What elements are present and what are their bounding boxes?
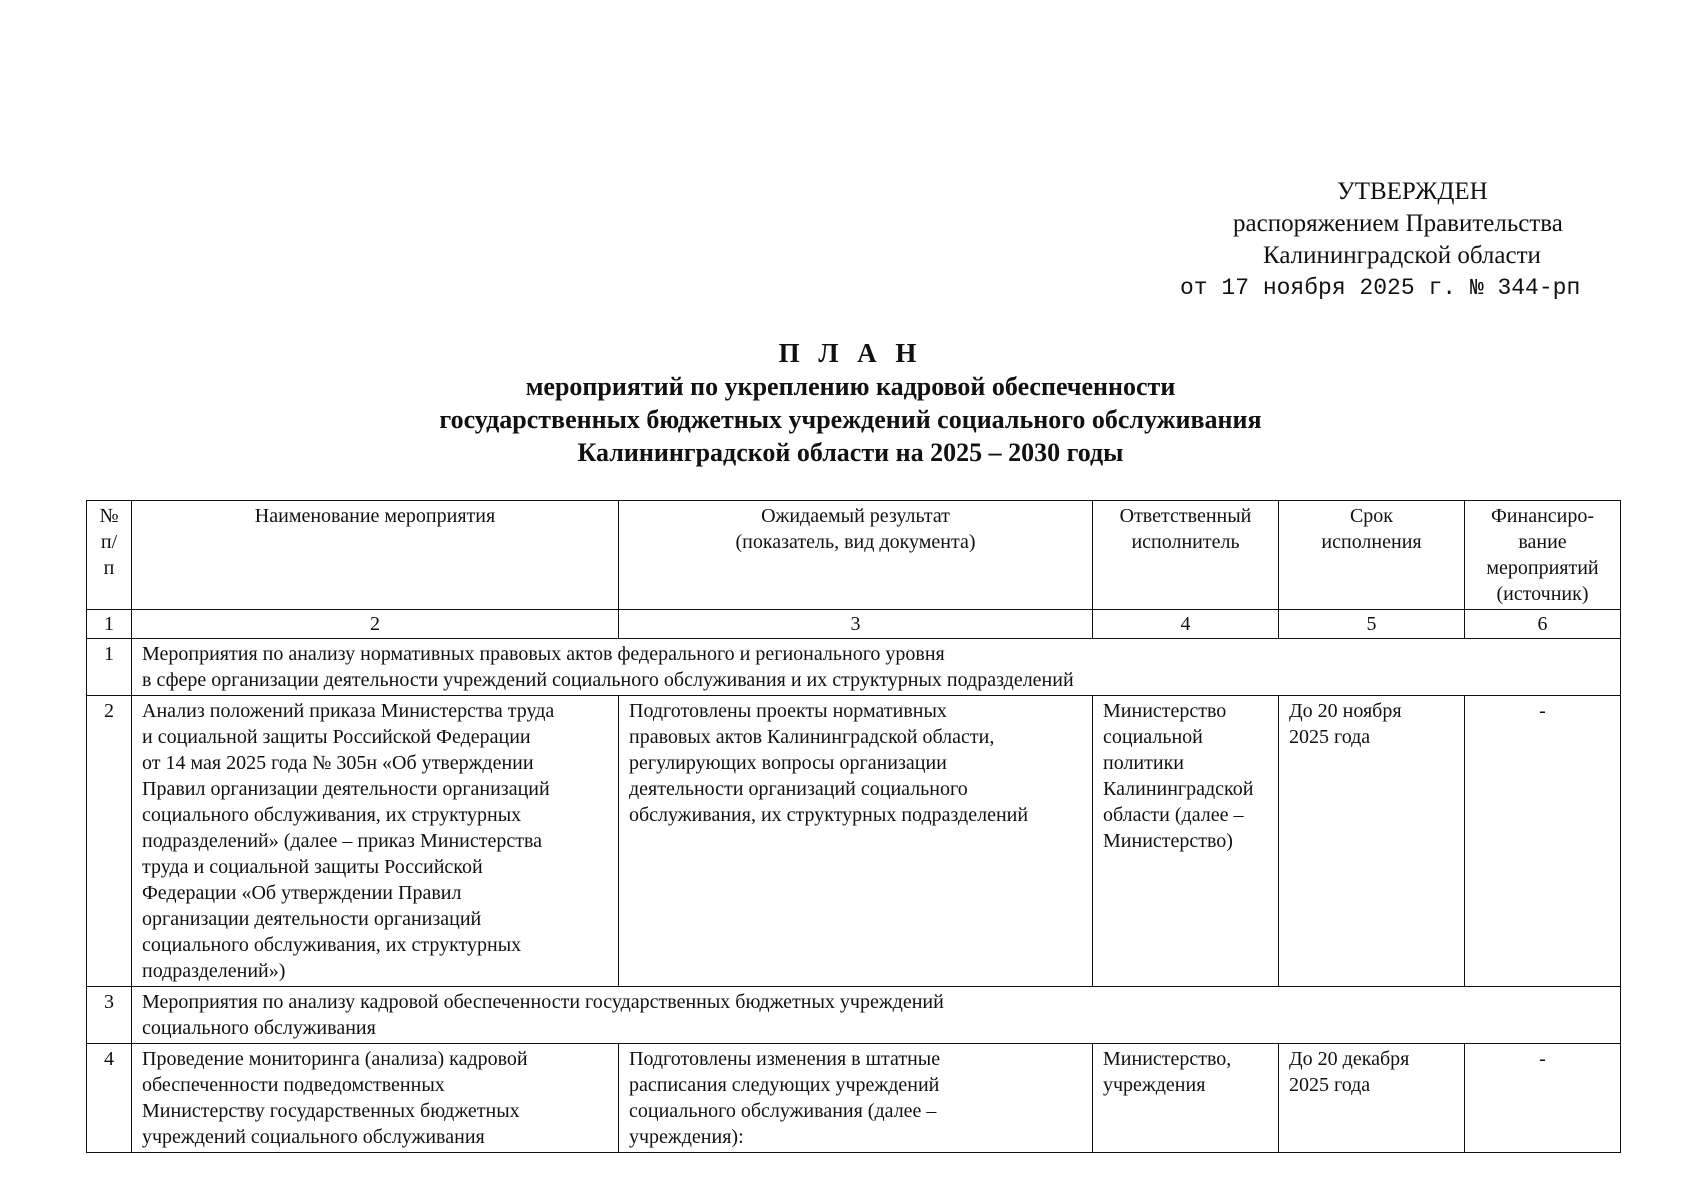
financing: -	[1465, 1044, 1621, 1153]
section-heading: Мероприятия по анализу кадровой обеспеченности государственных бюджетных учреждений социального обслуживания	[132, 987, 1621, 1044]
approval-date: от 17 ноября 2025 г. № 344-рп	[1180, 275, 1581, 301]
table-row	[87, 1044, 1621, 1153]
plan-title: П Л А Н	[778, 338, 923, 368]
approval-line-2: Калининградской области	[1263, 242, 1541, 269]
row-number: 3	[87, 987, 132, 1044]
header-result: Ожидаемый результат (показатель, вид документа)	[619, 501, 1093, 610]
column-number: 5	[1279, 610, 1465, 639]
header-executor: Ответственный исполнитель	[1093, 501, 1279, 610]
plan-subtitle-line-2: государственных бюджетных учреждений социального обслуживания	[439, 405, 1262, 434]
table-header-row	[87, 501, 1621, 610]
header-number: № п/п	[87, 501, 132, 610]
column-number: 6	[1465, 610, 1621, 639]
column-number: 3	[619, 610, 1093, 639]
section-heading: Мероприятия по анализу нормативных правовых актов федерального и регионального уровня в сфере организации деятельности учреждений социального обслуживания и их структурных подразделений	[132, 639, 1621, 696]
column-numbers-row	[87, 610, 1621, 639]
table-row	[87, 987, 1621, 1044]
plan-title-block	[0, 337, 1701, 469]
plan-subtitle-line-1: мероприятий по укреплению кадровой обеспеченности	[525, 372, 1176, 401]
plan-table	[86, 500, 1621, 1153]
expected-result: Подготовлены проекты нормативных правовых актов Калининградской области, регулирующих вопросы организации деятельности организаций социального обслуживания, их структурных подразделений	[619, 696, 1093, 987]
financing: -	[1465, 696, 1621, 987]
expected-result: Подготовлены изменения в штатные расписания следующих учреждений социального обслуживания (далее – учреждения):	[619, 1044, 1093, 1153]
row-number: 2	[87, 696, 132, 987]
column-number: 2	[132, 610, 619, 639]
column-number: 4	[1093, 610, 1279, 639]
responsible-executor: Министерство, учреждения	[1093, 1044, 1279, 1153]
plan-subtitle-line-3: Калининградской области на 2025 – 2030 годы	[577, 438, 1124, 467]
deadline: До 20 декабря 2025 года	[1279, 1044, 1465, 1153]
deadline: До 20 ноября 2025 года	[1279, 696, 1465, 987]
approval-line-1: распоряжением Правительства	[1233, 210, 1563, 237]
header-name: Наименование мероприятия	[132, 501, 619, 610]
row-number: 4	[87, 1044, 132, 1153]
header-financing: Финансиро- вание мероприятий (источник)	[1465, 501, 1621, 610]
table-row	[87, 639, 1621, 696]
activity-name: Проведение мониторинга (анализа) кадровой обеспеченности подведомственных Министерству государственных бюджетных учреждений социального обслуживания	[132, 1044, 619, 1153]
approval-title: УТВЕРЖДЕН	[1337, 178, 1488, 205]
approval-block	[1130, 176, 1650, 304]
table-row	[87, 696, 1621, 987]
activity-name: Анализ положений приказа Министерства труда и социальной защиты Российской Федерации от 14 мая 2025 года № 305н «Об утверждении Правил организации деятельности организаций социального обслуживания, их структурных подразделений» (далее – приказ Министерства труда и социальной защиты Российской Федерации «Об утверждении Правил организации деятельности организаций социального обслуживания, их структурных подразделений»)	[132, 696, 619, 987]
row-number: 1	[87, 639, 132, 696]
responsible-executor: Министерство социальной политики Калининградской области (далее – Министерство)	[1093, 696, 1279, 987]
column-number: 1	[87, 610, 132, 639]
header-deadline: Срок исполнения	[1279, 501, 1465, 610]
